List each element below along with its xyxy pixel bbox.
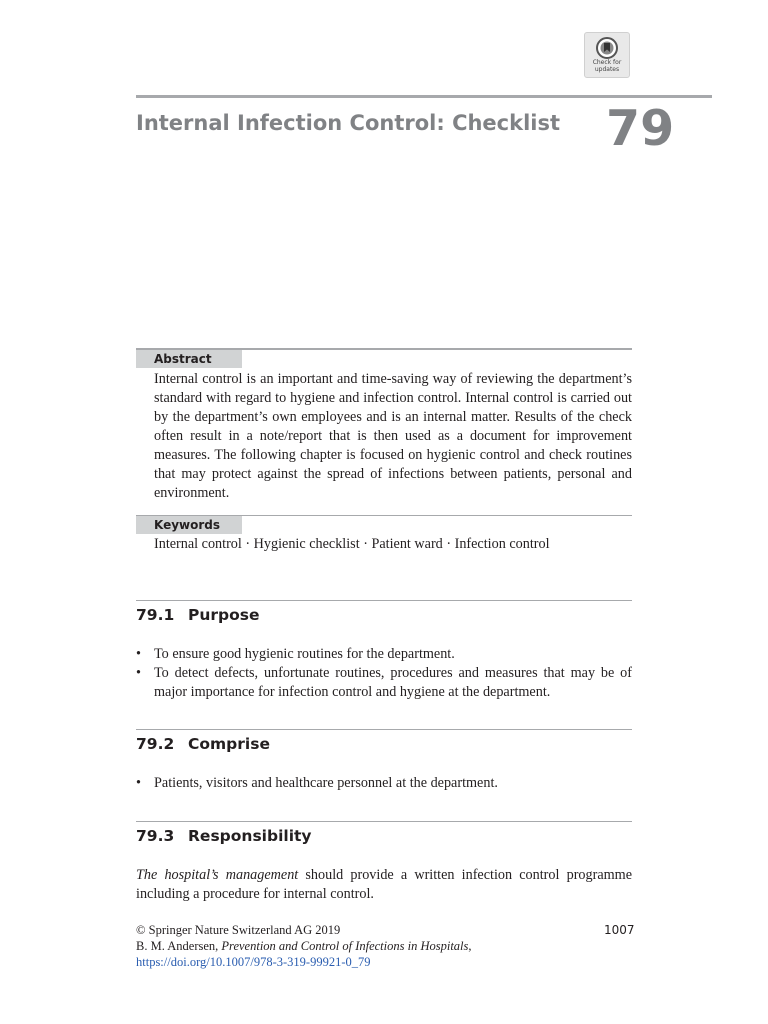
footer-citation	[136, 938, 472, 954]
chapter-title: Internal Infection Control: Checklist	[136, 111, 561, 135]
section-title: Responsibility	[188, 827, 312, 845]
badge-label-line2: updates	[594, 66, 620, 73]
badge-label-line1: Check for	[592, 59, 622, 66]
section-title: Purpose	[188, 606, 260, 624]
citation-end: ,	[468, 939, 472, 953]
section-number: 79.3	[136, 827, 175, 845]
abstract-text: Internal control is an important and time-saving way of reviewing the department’s standard with regard to hygiene and infection control. Internal control is carried out by the department’s own employees and is an internal matter. Results of the check often result in a note/report that is then used as a document for improvement measures. The following chapter is focused on hygienic control and check routines that may protect against the spread of infections between patients, personal and environment.	[154, 371, 632, 501]
responsibility-emphasis: The hospital’s management	[136, 867, 299, 883]
chapter-top-rule	[136, 95, 712, 98]
bookmark-icon	[596, 37, 618, 59]
keywords-label: Keywords	[136, 516, 242, 534]
doi-link[interactable]: https://doi.org/10.1007/978-3-319-99921-0_79	[136, 955, 371, 969]
page-number: 1007	[604, 923, 635, 937]
list-item: • To detect defects, unfortunate routines, procedures and measures that may be of major importance for infection control and hygiene at the department.	[136, 664, 632, 702]
list-item: • Patients, visitors and healthcare personnel at the department.	[136, 774, 632, 793]
abstract-label: Abstract	[136, 350, 242, 368]
citation-author: B. M. Andersen,	[136, 939, 222, 953]
section-number: 79.1	[136, 606, 175, 624]
section-heading-responsibility	[136, 827, 312, 845]
section-heading-purpose	[136, 606, 260, 624]
keywords-text: Internal control · Hygienic checklist · Patient ward · Infection control	[154, 536, 550, 552]
citation-book-title: Prevention and Control of Infections in Hospitals	[221, 939, 469, 953]
section-number: 79.2	[136, 735, 175, 753]
section-rule-purpose	[136, 600, 632, 601]
list-item: • To ensure good hygienic routines for the department.	[136, 645, 632, 664]
section-rule-responsibility	[136, 821, 632, 822]
check-for-updates-badge[interactable]	[584, 32, 630, 78]
section-heading-comprise	[136, 735, 270, 753]
responsibility-paragraph	[136, 866, 632, 904]
footer-copyright: © Springer Nature Switzerland AG 2019	[136, 923, 341, 937]
section-rule-comprise	[136, 729, 632, 730]
comprise-list	[136, 774, 632, 793]
responsibility-text: should provide a written infection control programme including a procedure for internal control.	[136, 867, 632, 902]
purpose-list	[136, 645, 632, 702]
section-title: Comprise	[188, 735, 270, 753]
chapter-number: 79	[606, 100, 675, 157]
